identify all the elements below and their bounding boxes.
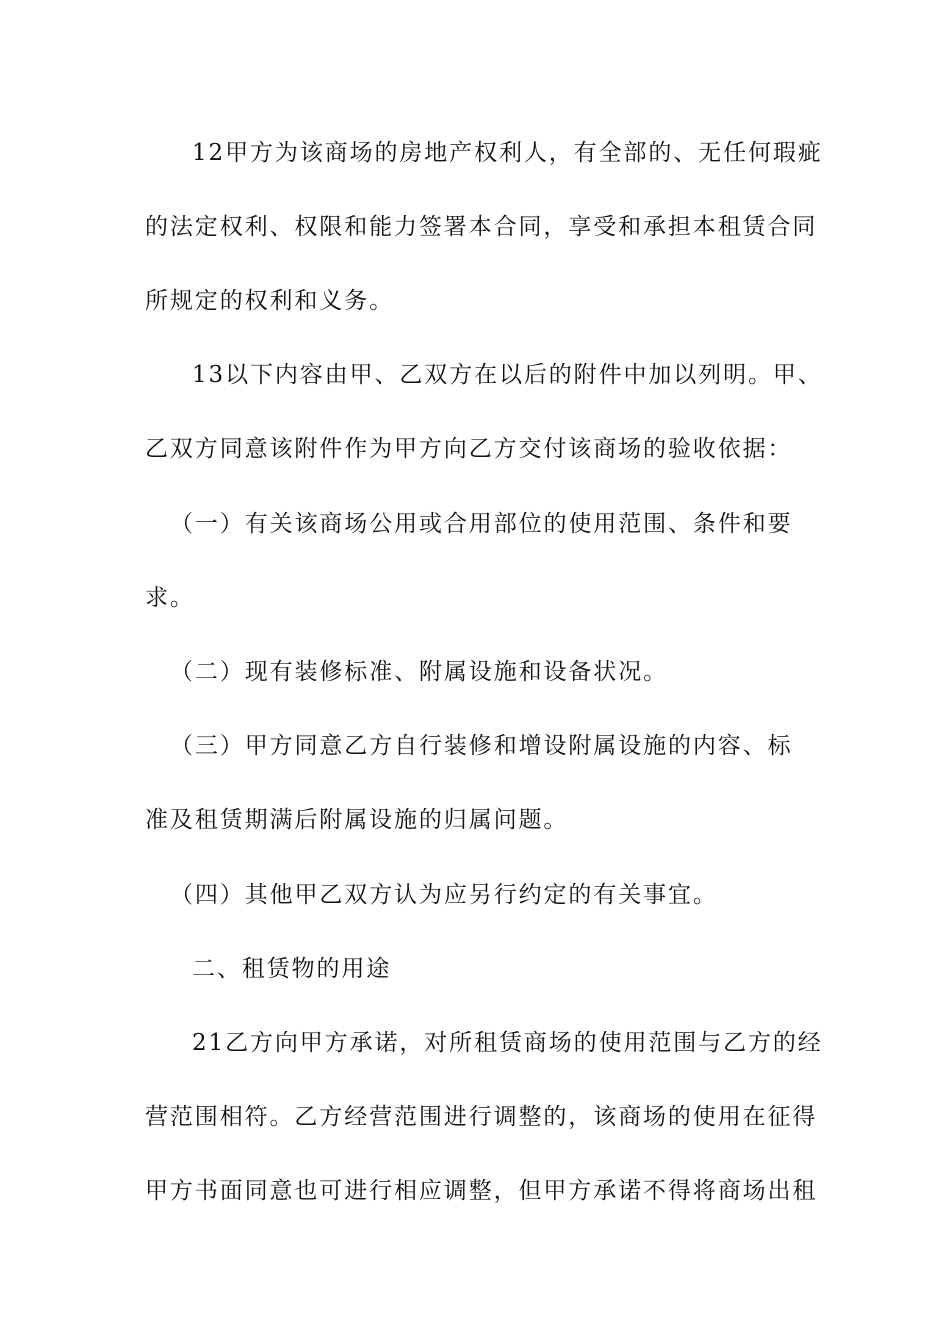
text-line-15: 甲方书面同意也可进行相应调整，但甲方承诺不得将商场出租 <box>145 1178 818 1204</box>
text-line-11: （四）其他甲乙双方认为应另行约定的有关事宜。 <box>170 882 718 908</box>
text-line-8: （二）现有装修标准、附属设施和设备状况。 <box>170 659 668 685</box>
text-line-9: （三）甲方同意乙方自行装修和增设附属设施的内容、标 <box>170 733 793 759</box>
text-line-10: 准及租赁期满后附属设施的归属问题。 <box>145 807 569 833</box>
section-heading: 二、租赁物的用途 <box>192 956 392 982</box>
text-line-7: 求。 <box>145 585 195 611</box>
text-line-1: 12甲方为该商场的房地产权利人，有全部的、无任何瑕疵 <box>192 140 823 166</box>
text-line-3: 所规定的权利和义务。 <box>145 288 394 314</box>
text-line-5: 乙双方同意该附件作为甲方向乙方交付该商场的验收依据： <box>145 436 793 462</box>
text-line-14: 营范围相符。乙方经营范围进行调整的，该商场的使用在征得 <box>145 1104 818 1130</box>
text-line-6: （一）有关该商场公用或合用部位的使用范围、条件和要 <box>170 511 793 537</box>
text-line-13: 21乙方向甲方承诺，对所租赁商场的使用范围与乙方的经 <box>192 1030 823 1056</box>
text-line-2: 的法定权利、权限和能力签署本合同，享受和承担本租赁合同 <box>145 214 818 240</box>
text-line-4: 13以下内容由甲、乙双方在以后的附件中加以列明。甲、 <box>192 362 823 388</box>
